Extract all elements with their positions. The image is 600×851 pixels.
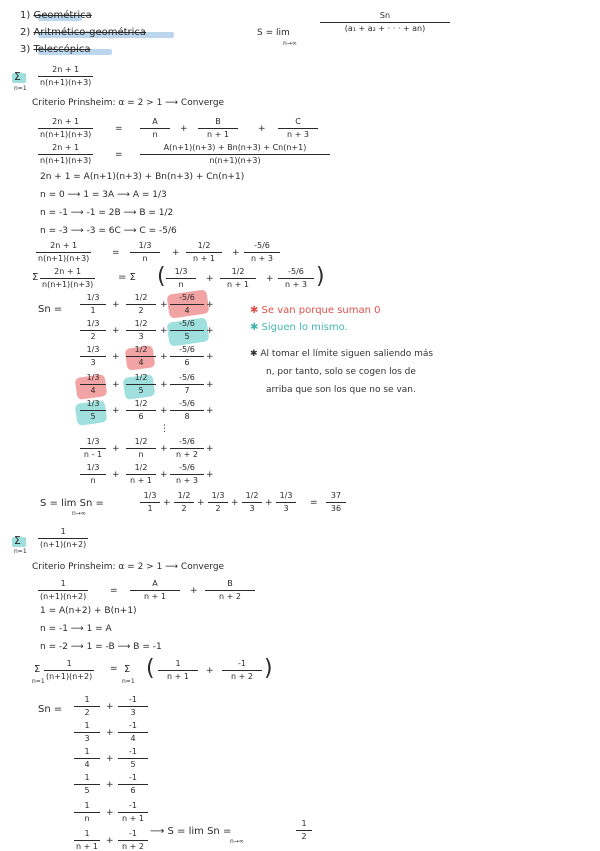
s-definition-fraction: Sn (a₁ + a₂ + · · · + an) <box>320 12 450 33</box>
decomp-line4: n = 0 ⟶ 1 = 3A ⟶ A = 1/3 <box>40 190 167 200</box>
sum2-sig-sub: n=1 <box>32 678 45 685</box>
sum2-line2: 1 = A(n+2) + B(n+1) <box>40 606 137 616</box>
sigma-line-c: -5/6 n + 3 <box>278 268 314 289</box>
row1-a-3: 1/3 4 <box>80 374 106 395</box>
plus: + <box>112 352 120 362</box>
plus: + <box>231 498 239 508</box>
plus: + <box>197 498 205 508</box>
plus: + <box>160 444 168 454</box>
list-item-1: 1) Geométrica <box>20 10 92 21</box>
plus: + <box>206 406 214 416</box>
row1-b-5: 1/2 n <box>126 438 156 459</box>
sum2-sig-sigma: Σ <box>34 664 41 675</box>
plus: + <box>266 274 274 284</box>
sn-label-2: Sn = <box>38 704 63 715</box>
plus: + <box>258 124 266 134</box>
plus: + <box>206 470 214 480</box>
list-item-3: 3) Telescópica <box>20 44 91 55</box>
partial-lhs: 2n + 1 n(n+1)(n+3) <box>38 241 90 263</box>
decomp-line6: n = -3 ⟶ -3 = 6C ⟶ C = -5/6 <box>40 226 177 236</box>
plus: + <box>206 352 214 362</box>
row2-a-1: 1 3 <box>74 722 100 743</box>
row1-c-3: -5/6 7 <box>170 374 204 395</box>
row1-a-0: 1/3 1 <box>80 294 106 315</box>
plus: + <box>265 498 273 508</box>
rows1-dots: ⋮ <box>160 424 169 434</box>
sigma-line-b: 1/2 n + 1 <box>220 268 256 289</box>
sum2-sig-r2: -1 n + 2 <box>222 660 262 681</box>
sum2-term: 1 (n+1)(n+2) <box>40 527 87 549</box>
row1-c-0: -5/6 4 <box>170 294 204 315</box>
final1-term-3: 1/2 3 <box>242 492 262 513</box>
sum1-term: 2n + 1 n(n+1)(n+3) <box>40 65 92 87</box>
plus: + <box>160 406 168 416</box>
final1-lim-sub: n→∞ <box>72 510 86 517</box>
decomp-eq: = <box>115 124 123 134</box>
paren-left: ( <box>157 264 166 289</box>
s-definition-lhs: S = lim <box>257 28 290 38</box>
row1-b-4: 1/2 6 <box>126 400 156 421</box>
s-definition-lim-sub: n→∞ <box>283 40 297 47</box>
plus: + <box>112 406 120 416</box>
note-black-3: arriba que son los que no se van. <box>266 385 416 395</box>
final1-term-2: 1/3 2 <box>208 492 228 513</box>
sum2-sig-sigma2: Σ <box>124 664 131 675</box>
sum2-B: B n + 2 <box>205 580 255 601</box>
plus: + <box>106 754 114 764</box>
partial-eq: = <box>112 248 120 258</box>
row1-b-0: 1/2 2 <box>126 294 156 315</box>
final1-term-4: 1/3 3 <box>276 492 296 513</box>
plus: + <box>163 498 171 508</box>
final1-lhs: S = lim Sn = <box>40 498 104 509</box>
note-black-1: ✱ Al tomar el límite siguen saliendo más <box>250 349 434 359</box>
sum2-criterio: Criterio Prinsheim: α = 2 > 1 ⟶ Converge <box>32 562 225 572</box>
plus: + <box>160 300 168 310</box>
final1-result: 37 36 <box>326 492 346 513</box>
plus: + <box>106 808 114 818</box>
row1-c-2: -5/6 6 <box>170 346 204 367</box>
row1-a-5: 1/3 n - 1 <box>80 438 106 459</box>
row2-a-0: 1 2 <box>74 696 100 717</box>
partial-a: 1/3 n <box>130 242 160 263</box>
row1-a-6: 1/3 n <box>80 464 106 485</box>
row2-a-3: 1 5 <box>74 774 100 795</box>
final2-sub: n→∞ <box>230 838 244 845</box>
plus: + <box>160 326 168 336</box>
plus: + <box>172 248 180 258</box>
sigma-line-sigma: Σ <box>32 272 39 283</box>
sum2-sig-sub2: n=1 <box>122 678 135 685</box>
sum1-sigma: Σ <box>14 70 21 83</box>
plus: + <box>206 326 214 336</box>
plus: + <box>112 444 120 454</box>
decomp-a: A n <box>140 118 170 139</box>
note-teal: ✱ Siguen lo mismo. <box>250 322 348 333</box>
partial-b: 1/2 n + 1 <box>186 242 222 263</box>
plus: + <box>206 666 214 676</box>
plus: + <box>206 274 214 284</box>
sum1-sigma-sub: n=1 <box>14 85 27 92</box>
plus: + <box>232 248 240 258</box>
plus: + <box>206 444 214 454</box>
note-black-2: n, por tanto, solo se cogen los de <box>266 367 416 377</box>
row2-a-5: 1 n + 1 <box>74 830 100 851</box>
sum2-sigma-sub: n=1 <box>14 548 27 555</box>
plus: + <box>206 380 214 390</box>
row1-a-1: 1/3 2 <box>80 320 106 341</box>
plus: + <box>160 470 168 480</box>
row1-a-2: 1/3 3 <box>80 346 106 367</box>
row1-b-1: 1/2 3 <box>126 320 156 341</box>
plus: + <box>112 470 120 480</box>
final1-term-0: 1/3 1 <box>140 492 160 513</box>
decomp-b: B n + 1 <box>198 118 238 139</box>
sum2-sigma: Σ <box>14 534 21 547</box>
plus: + <box>112 380 120 390</box>
note-red: ✱ Se van porque suman 0 <box>250 305 381 316</box>
sum2-sig-r1: 1 n + 1 <box>158 660 198 681</box>
decomp2-rhs: A(n+1)(n+3) + Bn(n+3) + Cn(n+1) n(n+1)(n+3) <box>140 144 330 165</box>
decomp2-eq: = <box>115 150 123 160</box>
sn-label-1: Sn = <box>38 304 63 315</box>
sigma-line-term: 2n + 1 n(n+1)(n+3) <box>42 267 94 289</box>
sum2-A: A n + 1 <box>130 580 180 601</box>
row1-b-6: 1/2 n + 1 <box>126 464 156 485</box>
sum2-sig-term: 1 (n+1)(n+2) <box>46 659 93 681</box>
final1-eq: = <box>310 498 318 508</box>
plus: + <box>160 380 168 390</box>
row1-b-2: 1/2 4 <box>126 346 156 367</box>
row2-b-5: -1 n + 2 <box>118 830 148 851</box>
sum2-lhs: 1 (n+1)(n+2) <box>40 579 87 601</box>
row2-a-2: 1 4 <box>74 748 100 769</box>
list-item-2: 2) Aritmético-geométrica <box>20 27 147 38</box>
row2-b-4: -1 n + 1 <box>118 802 148 823</box>
paren-left: ( <box>146 656 155 681</box>
row1-c-4: -5/6 8 <box>170 400 204 421</box>
plus: + <box>106 702 114 712</box>
final2-result: 1 2 <box>296 820 312 841</box>
plus: + <box>190 586 198 596</box>
plus: + <box>206 300 214 310</box>
plus: + <box>106 780 114 790</box>
sum1-criterio: Criterio Prinsheim: α = 2 > 1 ⟶ Converge <box>32 98 225 108</box>
plus: + <box>112 326 120 336</box>
row2-b-1: -1 4 <box>118 722 148 743</box>
sigma-line-a: 1/3 n <box>166 268 196 289</box>
row1-c-6: -5/6 n + 3 <box>170 464 204 485</box>
decomp2-lhs: 2n + 1 n(n+1)(n+3) <box>40 143 92 165</box>
sum2-eq: = <box>110 586 118 596</box>
sum2-line3: n = -1 ⟶ 1 = A <box>40 624 112 634</box>
decomp-lhs: 2n + 1 n(n+1)(n+3) <box>40 117 92 139</box>
final1-term-1: 1/2 2 <box>174 492 194 513</box>
row2-b-0: -1 3 <box>118 696 148 717</box>
plus: + <box>180 124 188 134</box>
row1-a-4: 1/3 5 <box>80 400 106 421</box>
decomp-line5: n = -1 ⟶ -1 = 2B ⟶ B = 1/2 <box>40 208 174 218</box>
sigma-line-eq: = Σ <box>118 272 136 283</box>
decomp-c: C n + 3 <box>278 118 318 139</box>
row1-c-1: -5/6 5 <box>170 320 204 341</box>
sum2-sig-eq: = <box>110 664 118 674</box>
decomp-line3: 2n + 1 = A(n+1)(n+3) + Bn(n+3) + Cn(n+1) <box>40 172 245 182</box>
row2-b-3: -1 6 <box>118 774 148 795</box>
plus: + <box>106 836 114 846</box>
row2-b-2: -1 5 <box>118 748 148 769</box>
plus: + <box>112 300 120 310</box>
partial-c: -5/6 n + 3 <box>244 242 280 263</box>
row1-b-3: 1/2 5 <box>126 374 156 395</box>
plus: + <box>160 352 168 362</box>
paren-right: ) <box>316 264 325 289</box>
final2: ⟶ S = lim Sn = <box>150 826 232 837</box>
paren-right: ) <box>264 656 273 681</box>
row1-c-5: -5/6 n + 2 <box>170 438 204 459</box>
row2-a-4: 1 n <box>74 802 100 823</box>
sum2-line4: n = -2 ⟶ 1 = -B ⟶ B = -1 <box>40 642 162 652</box>
plus: + <box>106 728 114 738</box>
